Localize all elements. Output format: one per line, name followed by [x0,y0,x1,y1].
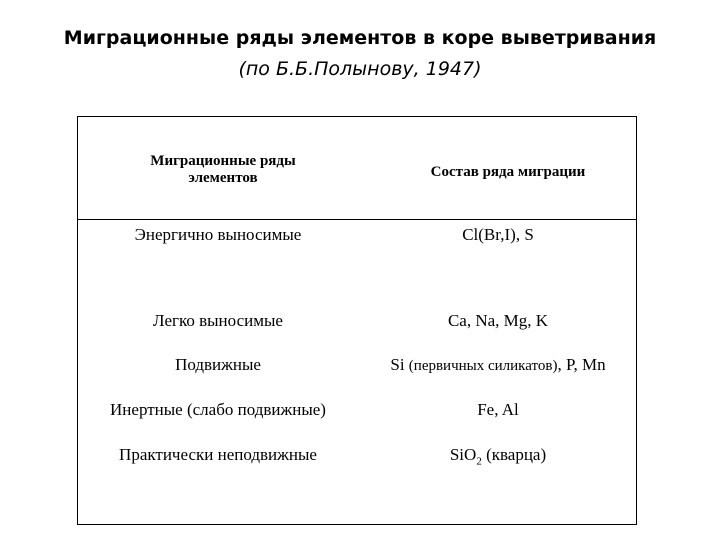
migration-table [77,116,637,525]
row-5-elements-suffix: (кварца) [481,445,547,464]
row-1-elements: Cl(Br,I), S [462,225,534,244]
row-5-group: Практически неподвижные [119,445,317,464]
slide-title: Миграционные ряды элементов в коре выветривания [63,27,657,49]
row-3-elements-main: Si [390,355,405,374]
row-3-elements-tail: , P, Mn [557,355,606,374]
row-5-elements-prefix: SiO [449,445,477,464]
header-migration-series-line1: Миграционные ряды [150,153,296,169]
header-divider [78,219,636,220]
row-4-elements: Fe, Al [477,400,519,419]
row-3-group: Подвижные [175,355,261,374]
row-3-elements-note: (первичных силикатов) [408,358,558,374]
header-migration-series [113,153,333,187]
header-migration-series-line2: элементов [188,170,258,186]
row-2-group: Легко выносимые [153,311,283,330]
header-composition: Состав ряда миграции [430,164,586,180]
row-5-elements-subscript: 2 [476,455,482,468]
slide-subtitle-citation: (по Б.Б.Полынову, 1947) [238,58,482,80]
row-1-group: Энергично выносимые [134,225,302,244]
row-4-group: Инертные (слабо подвижные) [110,400,326,419]
row-3-elements [360,355,636,376]
row-5-elements [360,445,636,468]
row-2-elements: Ca, Na, Mg, K [447,311,549,330]
